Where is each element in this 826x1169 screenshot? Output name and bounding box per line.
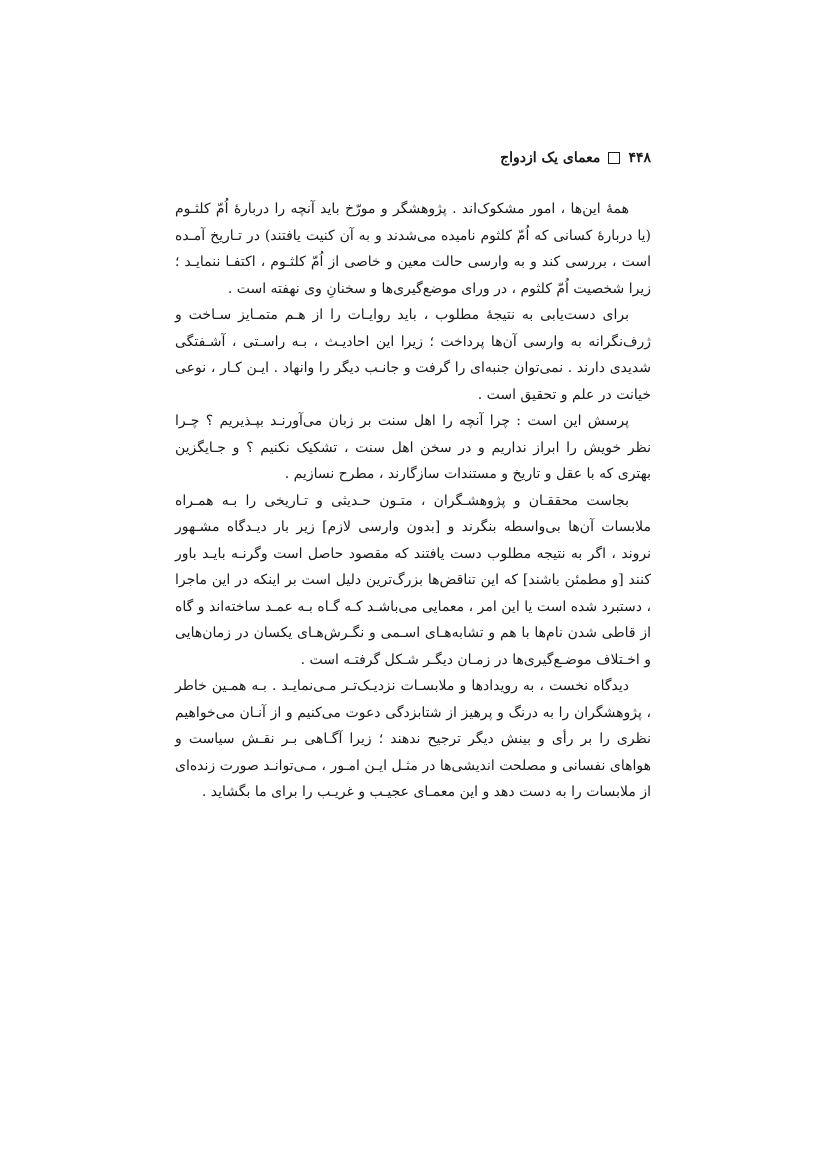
paragraph: همهٔ این‌ها ، امور مشکوک‌اند . پژوهشگر و مورّخ باید آنچه را دربارهٔ اُمّ کلثـوم (یا دربارهٔ کسانی که اُمّ کلثوم نامیده می‌شدند و به آن کنیت یافتند) در تـاریخ آمـده است ، بررسی کند و به وارسی حالت معین و خاصی از اُمّ کلثـوم ، اکتفـا ننمایـد ؛ زیرا شخصیت اُمّ کلثوم ، در ورای موضع‌گیری‌ها و سخنانِ وی نهفته است . <box>175 201 651 297</box>
paragraph: برای دست‌یابی به نتیجهٔ مطلوب ، باید روایـات را از هـم متمـایز سـاخت و ژرف‌نگرانه به وارسی آن‌ها پرداخت ؛ زیرا این احادیـث ، بـه راسـتی ، آشـفتگی شدیدی دارند . نمی‌توان جنبه‌ای را گرفت و جانـب دیگر را وانهاد . ایـن کـار ، نوعی خیانت در علم و تحقیق است . <box>175 307 651 403</box>
page-number: ۴۴۸ <box>628 150 651 166</box>
body-text <box>175 196 651 806</box>
paragraph: پرسش این است : چرا آنچه را اهل سنت بر زبان می‌آورنـد بپـذیریم ؟ چـرا نظر خویش را ابراز نداریم و در سخن اهل سنت ، تشکیک نکنیم ؟ و جـایگزین بهتری که با عقل و تاریخ و مستندات سازگارند ، مطرح نسازیم . <box>175 413 651 482</box>
square-ornament-icon <box>608 152 620 164</box>
running-title: معمای یک ازدواج <box>500 150 601 166</box>
paragraph: دیدگاه نخست ، به رویدادها و ملابسـات نزدیـک‌تـر مـی‌نمایـد . بـه همـین خاطر ، پژوهشگران را به درنگ و پرهیز از شتابزدگی دعوت می‌کنیم و از آنـان می‌خواهیم نظری را بر رأی و بینش دیگر ترجیح ندهند ؛ زیرا آگـاهی بـر نقـش سیاست و هواهای نفسانی و مصلحت اندیشی‌ها در مثـل ایـن امـور ، مـی‌توانـد صورت زنده‌ای از ملابسات را به دست دهد و این معمـای عجیـب و غریـب را برای ما بگشاید . <box>175 678 651 800</box>
paragraph: بجاست محققـان و پژوهشـگران ، متـون حـدیثی و تـاریخی را بـه همـراه ملابسات آن‌ها بی‌واسطه بنگرند و [بدون وارسی لازم] زیر بار دیـدگاه مشـهور نروند ، اگر به نتیجه مطلوب دست یافتند که مقصود حاصل است وگرنـه بایـد باور کنند [و مطمئن باشند] که این تناقض‌ها بزرگ‌ترین دلیل است بر اینکه در این ماجرا ، دستبرد شده است یا این امر ، معمایی می‌باشـد کـه گـاه بـه عمـد ساخته‌اند و گاه از قاطی شدن نام‌ها با هم و تشابه‌هـای اسـمی و نگـرش‌هـای یکسان در زمان‌هایی و اخـتلاف موضـع‌گیری‌ها در زمـان دیگـر شـکل گرفتـه است . <box>175 492 651 668</box>
page-header <box>500 150 651 166</box>
